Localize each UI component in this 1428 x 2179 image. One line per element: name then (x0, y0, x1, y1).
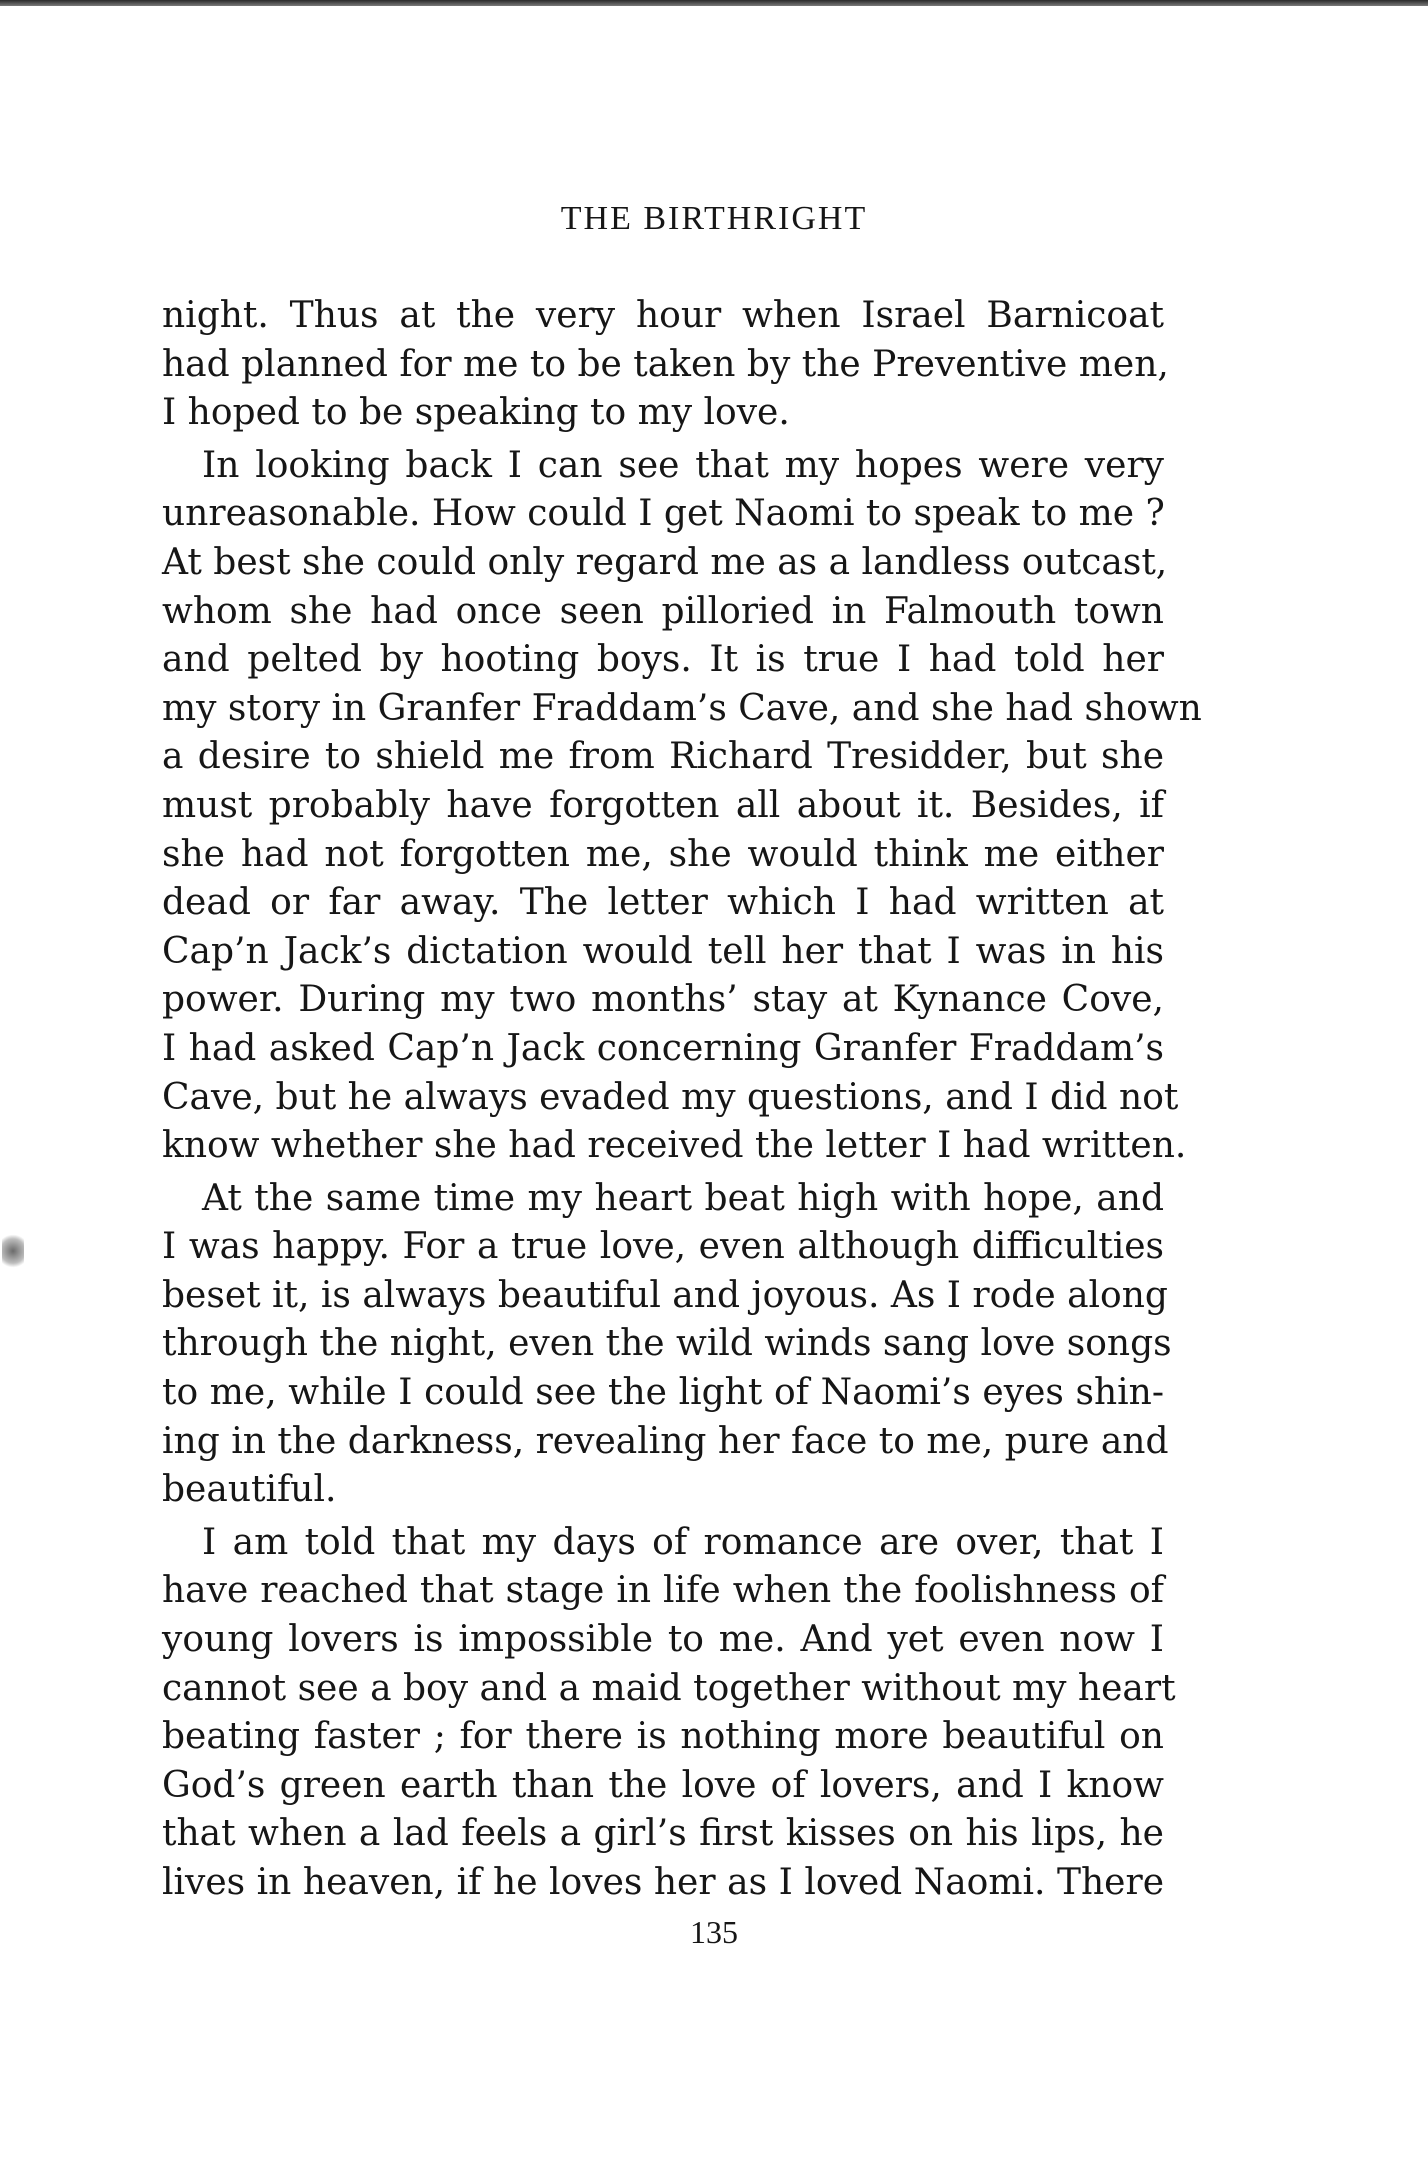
text-line: In looking back I can see that my hopes were very (202, 444, 1164, 486)
text-line: my story in Granfer Fraddam’s Cave, and she had shown (162, 687, 1202, 729)
text-line: I had asked Cap’n Jack concerning Granfer Fraddam’s (162, 1027, 1164, 1069)
text-line: At best she could only regard me as a landless outcast, (162, 541, 1168, 583)
paragraph (162, 292, 1169, 438)
text-line: dead or far away. The letter which I had written at (162, 882, 1164, 924)
text-line: have reached that stage in life when the foolishness of (162, 1570, 1164, 1612)
text-line: unreasonable. How could I get Naomi to speak to me ? (162, 493, 1165, 535)
text-line: Cap’n Jack’s dictation would tell her that I was in his (162, 930, 1164, 972)
body-text (162, 292, 1202, 1908)
text-line: beating faster ; for there is nothing more beautiful on (162, 1716, 1164, 1758)
text-line: night. Thus at the very hour when Israel Barnicoat (162, 295, 1164, 336)
text-line: cannot see a boy and a maid together without my heart (162, 1667, 1176, 1709)
text-line: to me, while I could see the light of Naomi’s eyes shin- (162, 1372, 1164, 1414)
text-line: know whether she had received the letter I had written. (162, 1125, 1187, 1167)
running-head: THE BIRTHRIGHT (560, 200, 868, 237)
text-line: beautiful. (162, 1469, 337, 1511)
text-line: I am told that my days of romance are over, that I (202, 1521, 1164, 1563)
paragraph (162, 1175, 1172, 1515)
text-line: she had not forgotten me, she would think me either (162, 833, 1164, 875)
text-line: beset it, is always beautiful and joyous. As I rode along (162, 1274, 1168, 1316)
text-line: a desire to shield me from Richard Tresidder, but she (162, 736, 1164, 778)
text-line: whom she had once seen pilloried in Falmouth town (162, 590, 1164, 632)
paragraph (162, 1519, 1176, 1908)
text-line: I was happy. For a true love, even although difficulties (162, 1226, 1164, 1268)
text-line: must probably have forgotten all about it. Besides, if (162, 784, 1164, 826)
text-line: that when a lad feels a girl’s first kisses on his lips, he (162, 1813, 1164, 1855)
page-number: 135 (690, 1914, 738, 1950)
text-line: ing in the darkness, revealing her face to me, pure and (162, 1420, 1169, 1462)
text-line: young lovers is impossible to me. And yet even now I (162, 1619, 1164, 1661)
text-line: God’s green earth than the love of lovers, and I know (162, 1764, 1164, 1806)
paragraph (162, 442, 1202, 1171)
text-line: lives in heaven, if he loves her as I loved Naomi. There (162, 1862, 1164, 1903)
text-line: At the same time my heart beat high with hope, and (202, 1177, 1164, 1219)
text-line: through the night, even the wild winds sang love songs (162, 1323, 1172, 1365)
page-top-edge (0, 0, 1428, 6)
text-line: had planned for me to be taken by the Preventive men, (162, 343, 1169, 385)
margin-smudge (2, 1232, 24, 1270)
text-line: and pelted by hooting boys. It is true I had told her (162, 639, 1164, 681)
text-line: power. During my two months’ stay at Kynance Cove, (162, 979, 1164, 1021)
text-line: Cave, but he always evaded my questions, and I did not (162, 1076, 1179, 1118)
text-line: I hoped to be speaking to my love. (162, 392, 790, 434)
